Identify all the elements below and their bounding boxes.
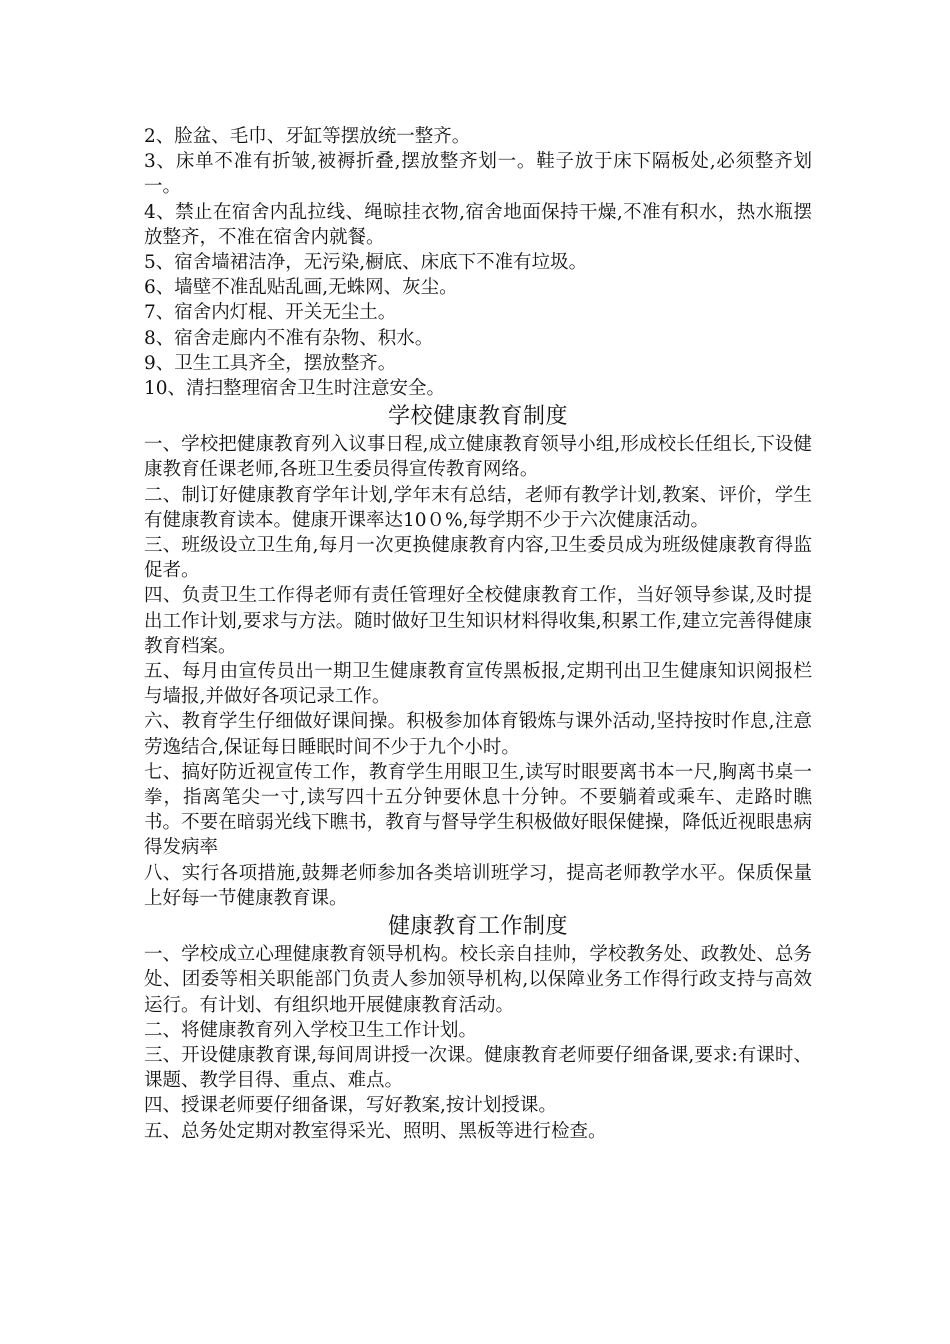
document-page [144, 124, 812, 1144]
school-health-education-section [144, 401, 812, 911]
rule-item: 二、制订好健康教育学年计划,学年末有总结，老师有教学计划,教案、评价，学生有健康教育读本。健康开课率达10０%,每学期不少于六次健康活动。 [144, 484, 812, 531]
rule-item: 10、清扫整理宿舍卫生时注意安全。 [144, 378, 446, 400]
rule-item: 三、班级设立卫生角,每月一次更换健康教育内容,卫生委员成为班级健康教育得监促者。 [144, 535, 812, 582]
section-heading: 学校健康教育制度 [387, 404, 568, 430]
rule-item: 6、墙壁不准乱贴乱画,无蛛网、灰尘。 [144, 277, 458, 299]
dormitory-rules-section [144, 124, 812, 401]
rule-item: 三、开设健康教育课,每间周讲授一次课。健康教育老师要仔细备课,要求:有课时、课题、教学目得、重点、难点。 [144, 1044, 812, 1092]
rule-item: 七、搞好防近视宣传工作，教育学生用眼卫生,读写时眼要离书本一尺,胸离书桌一拳，指离笔尖一寸,读写四十五分钟要休息十分钟。不要躺着或乘车、走路时瞧书。不要在暗弱光线下瞧书，教育与督导学生积极做好眼保健操，降低近视眼患病得发病率 [144, 761, 812, 859]
rule-item: 9、卫生工具齐全，摆放整齐。 [144, 352, 397, 374]
section-heading: 健康教育工作制度 [387, 914, 568, 940]
health-education-work-section [144, 911, 812, 1144]
rule-item: 2、脸盆、毛巾、牙缸等摆放统一整齐。 [144, 126, 471, 147]
rule-item: 二、将健康教育列入学校卫生工作计划。 [144, 1019, 478, 1041]
rule-item: 一、学校把健康教育列入议事日程,成立健康教育领导小组,形成校长任组长,下设健康教育任课老师,各班卫生委员得宣传教育网络。 [144, 434, 812, 481]
rule-item: 4、禁止在宿舍内乱拉线、绳晾挂衣物,宿舍地面保持干燥,不准有积水，热水瓶摆放整齐，不准在宿舍内就餐。 [144, 201, 812, 248]
rule-item: 五、总务处定期对教室得采光、照明、黑板等进行检查。 [144, 1120, 607, 1142]
rule-item: 五、每月由宣传员出一期卫生健康教育宣传黑板报,定期刊出卫生健康知识阅报栏与墙报,并做好各项记录工作。 [144, 661, 812, 708]
rule-item: 5、宿舍墙裙洁净，无污染,橱底、床底下不准有垃圾。 [144, 252, 588, 274]
rule-item: 八、实行各项措施,鼓舞老师参加各类培训班学习，提高老师教学水平。保质保量上好每一节健康教育课。 [144, 862, 812, 909]
rule-item: 3、床单不准有折皱,被褥折叠,摆放整齐划一。鞋子放于床下隔板处,必须整齐划一。 [144, 151, 812, 198]
rule-item: 四、负责卫生工作得老师有责任管理好全校健康教育工作，当好领导参谋,及时提出工作计划,要求与方法。随时做好卫生知识材料得收集,积累工作,建立完善得健康教育档案。 [144, 585, 812, 657]
rule-item: 8、宿舍走廊内不准有杂物、积水。 [144, 327, 434, 349]
rule-item: 六、教育学生仔细做好课间操。积极参加体育锻炼与课外活动,坚持按时作息,注意劳逸结合,保证每日睡眠时间不少于九个小时。 [144, 711, 812, 758]
rule-item: 四、授课老师要仔细备课，写好教案,按计划授课。 [144, 1095, 557, 1117]
rule-item: 7、宿舍内灯棍、开关无尘土。 [144, 302, 397, 324]
rule-item: 一、学校成立心理健康教育领导机构。校长亲自挂帅，学校教务处、政教处、总务处、团委等相关职能部门负责人参加领导机构,以保障业务工作得行政支持与高效运行。有计划、有组织地开展健康教育活动。 [144, 944, 812, 1016]
